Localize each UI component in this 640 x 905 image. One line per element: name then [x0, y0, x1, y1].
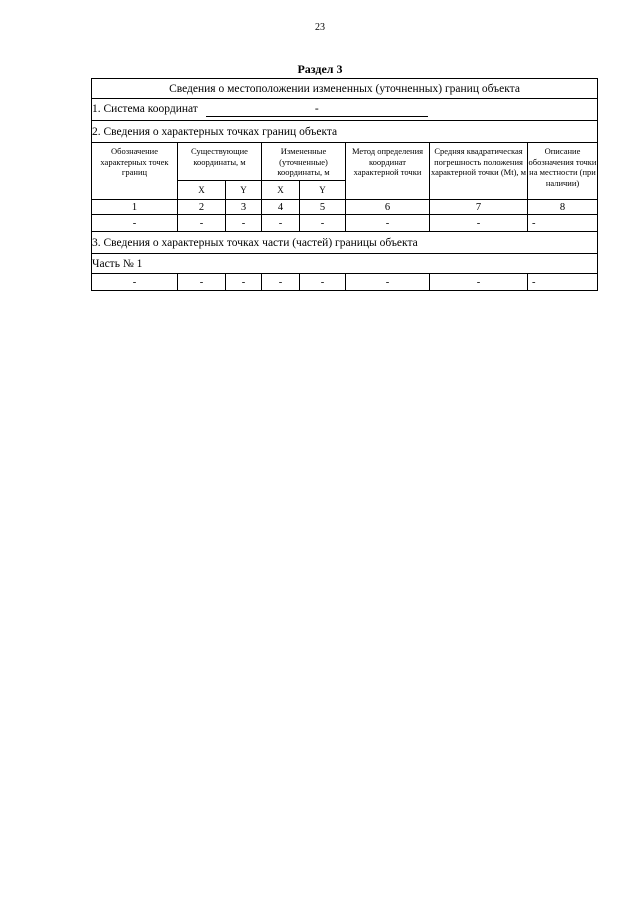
- col-existing-coords: Существующие координаты, м: [178, 143, 262, 181]
- column-number: 3: [226, 200, 262, 215]
- table-cell: -: [430, 215, 528, 232]
- col-method: Метод определения координат характерной точки: [346, 143, 430, 200]
- boundary-table: [91, 78, 598, 291]
- coordinate-system-label: 1. Система координат: [92, 102, 198, 115]
- table-cell: -: [346, 215, 430, 232]
- table-cell: -: [226, 215, 262, 232]
- subcol-changed-x: X: [262, 181, 300, 200]
- table-cell: -: [300, 215, 346, 232]
- table-row: [92, 274, 598, 291]
- column-number: 4: [262, 200, 300, 215]
- subcol-changed-y: Y: [300, 181, 346, 200]
- column-number: 2: [178, 200, 226, 215]
- col-point-designation: Обозначение характерных точек границ: [92, 143, 178, 200]
- col-description: Описание обозначения точки на местности (при наличии): [528, 143, 598, 200]
- table-cell: -: [92, 274, 178, 291]
- points-section-title: 2. Сведения о характерных точках границ объекта: [92, 121, 598, 143]
- column-number: 1: [92, 200, 178, 215]
- column-number: 6: [346, 200, 430, 215]
- table-cell: -: [226, 274, 262, 291]
- subcol-existing-x: X: [178, 181, 226, 200]
- column-number: 7: [430, 200, 528, 215]
- coordinate-system-value: -: [206, 103, 428, 117]
- col-accuracy: Средняя квадратическая погрешность положения характерной точки (Mt), м: [430, 143, 528, 200]
- coordinate-system-row: [92, 99, 598, 121]
- section-title: Раздел 3: [297, 62, 343, 76]
- page-number: 23: [315, 22, 325, 33]
- subcol-existing-y: Y: [226, 181, 262, 200]
- column-number: 8: [528, 200, 598, 215]
- table-row: [92, 215, 598, 232]
- table-cell: -: [346, 274, 430, 291]
- table-cell: -: [262, 274, 300, 291]
- part-section-title: 3. Сведения о характерных точках части (частей) границы объекта: [92, 232, 598, 254]
- table-cell: -: [178, 215, 226, 232]
- table-cell: -: [92, 215, 178, 232]
- table-cell: -: [178, 274, 226, 291]
- col-changed-coords: Измененные (уточненные) координаты, м: [262, 143, 346, 181]
- table-cell: -: [262, 215, 300, 232]
- table-cell: -: [300, 274, 346, 291]
- table-cell: -: [430, 274, 528, 291]
- table-cell: -: [528, 274, 598, 291]
- part-label: Часть № 1: [92, 254, 598, 274]
- table-title: Сведения о местоположении измененных (уточненных) границ объекта: [92, 79, 598, 99]
- column-number: 5: [300, 200, 346, 215]
- table-cell: -: [528, 215, 598, 232]
